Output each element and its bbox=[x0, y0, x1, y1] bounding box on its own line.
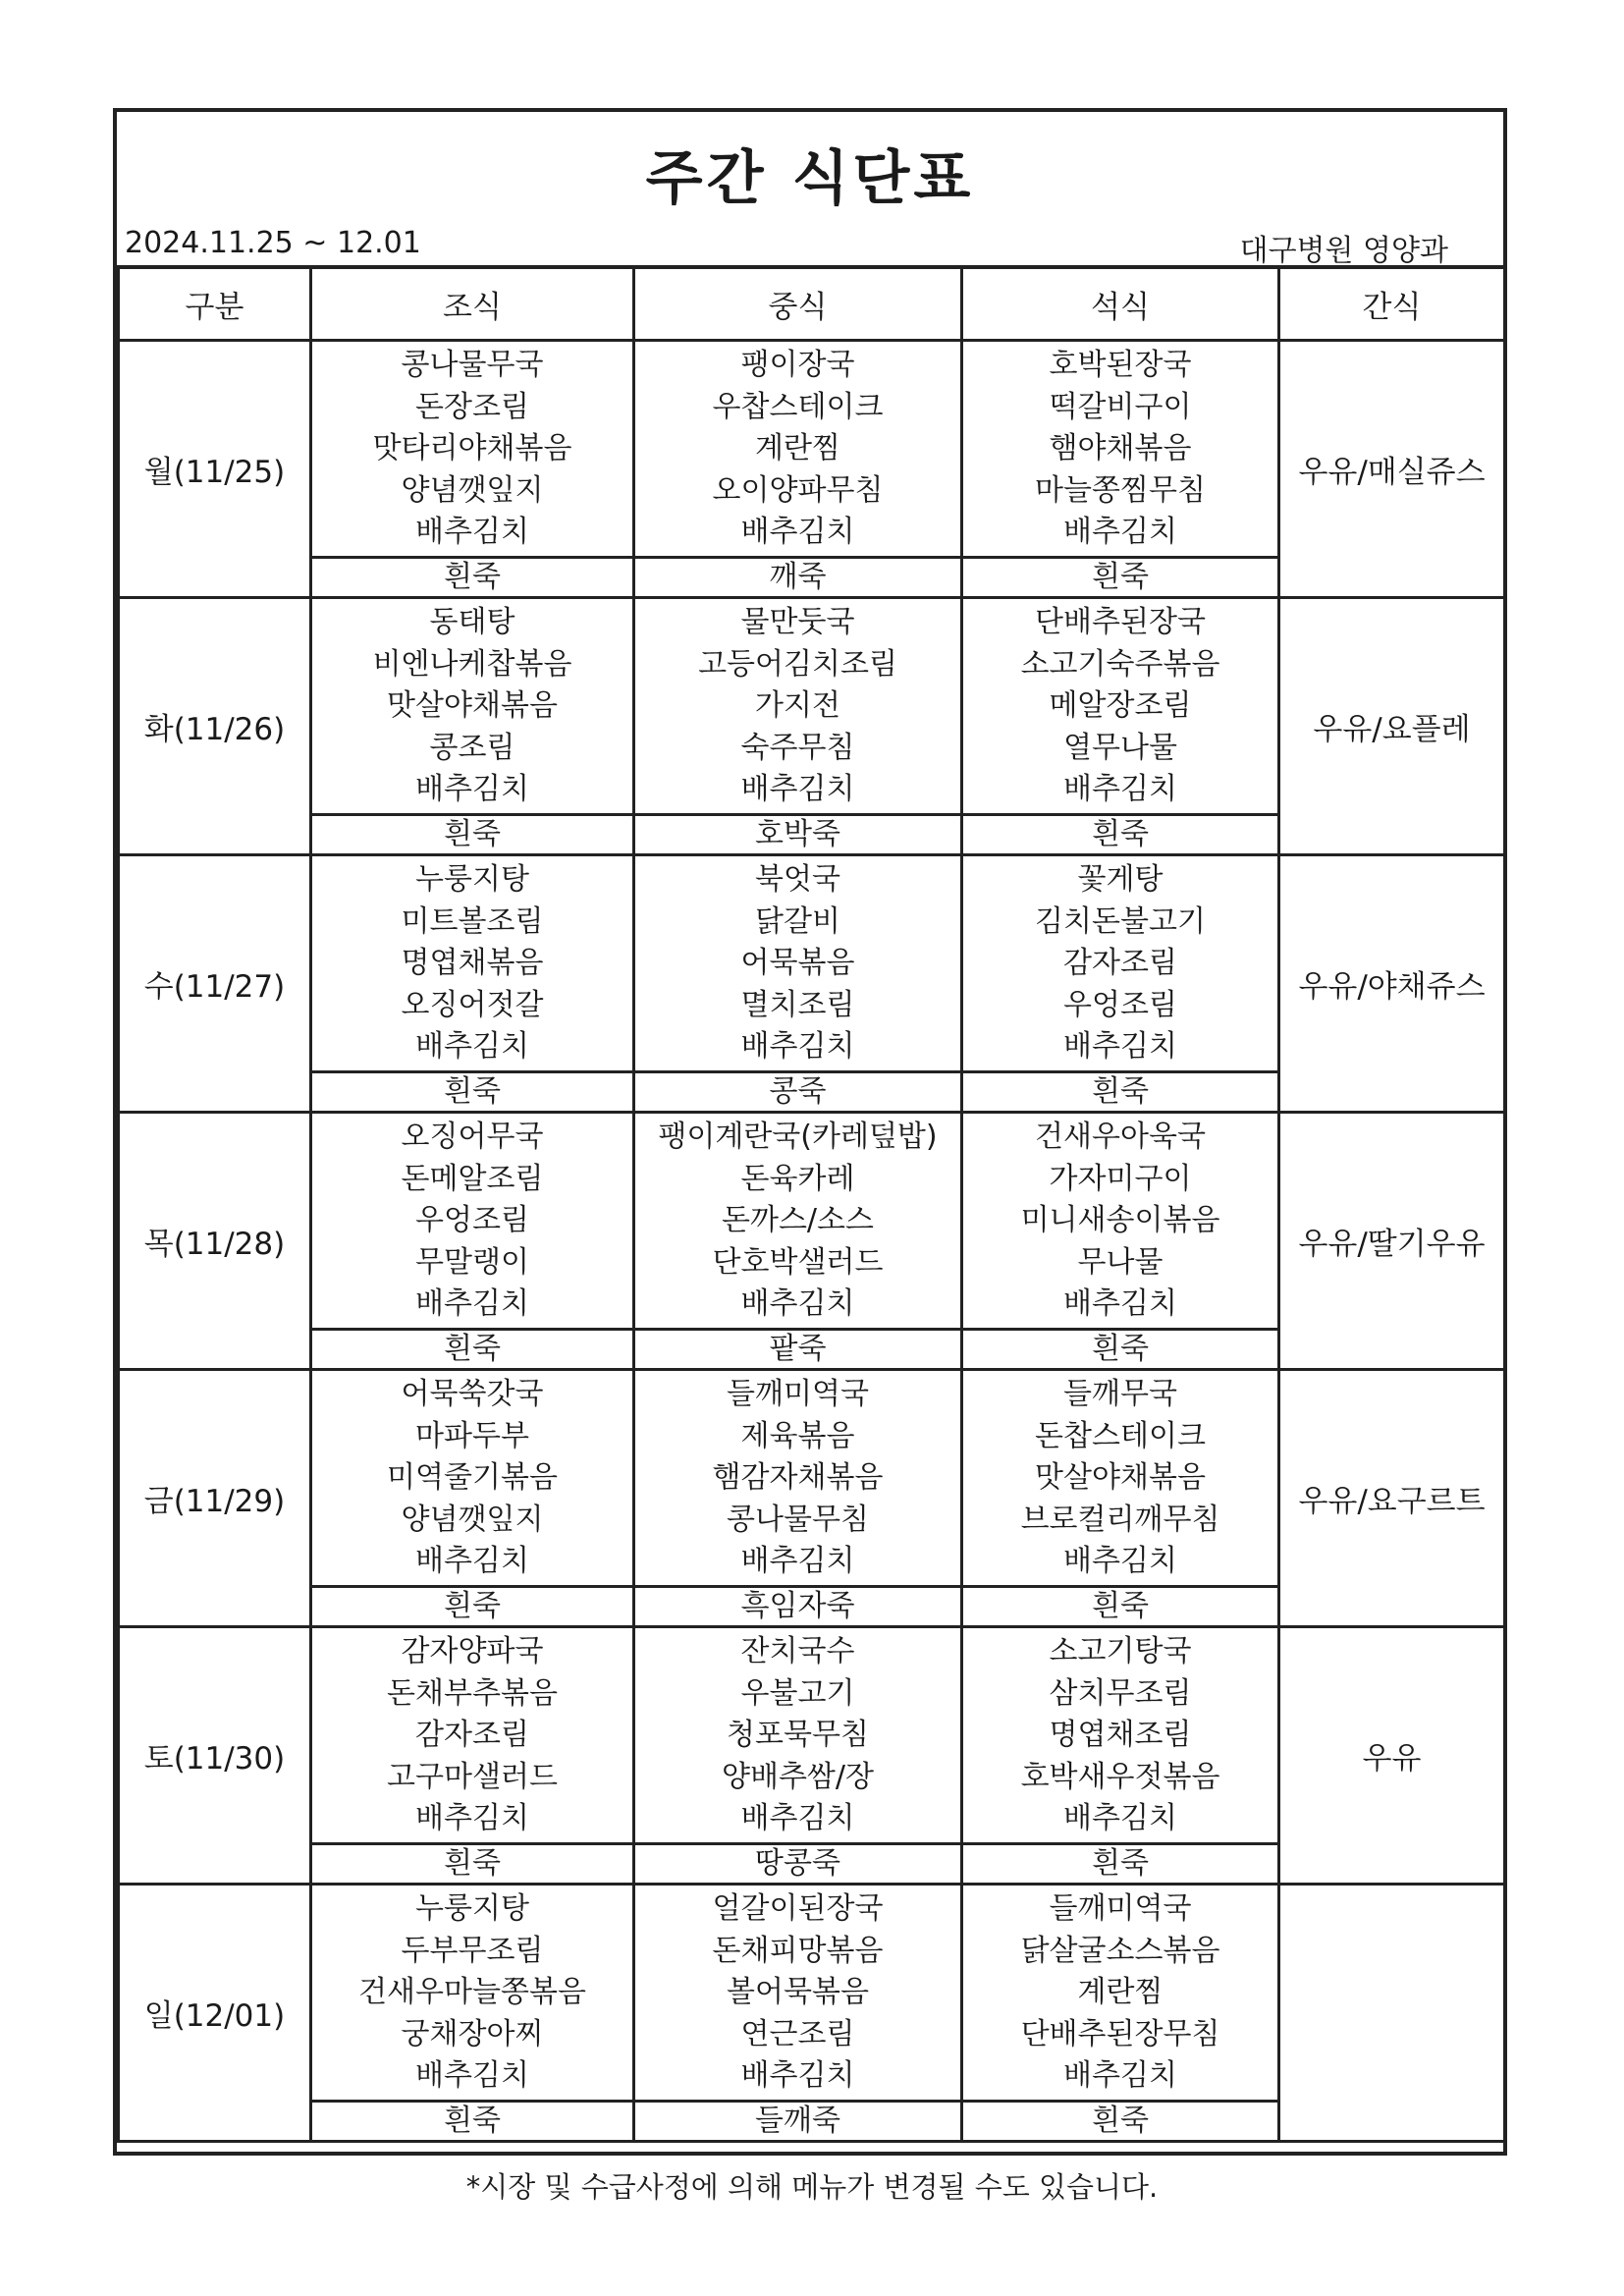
breakfast-porridge-cell: 흰죽 bbox=[311, 1072, 634, 1113]
dish-item: 맛타리야채볶음 bbox=[372, 431, 572, 465]
dish-item: 우엉조림 bbox=[1063, 987, 1177, 1022]
column-header-breakfast: 조식 bbox=[311, 267, 634, 341]
dish-item: 미트볼조림 bbox=[401, 903, 544, 939]
dinner-cell bbox=[962, 598, 1279, 815]
dish-item: 배추김치 bbox=[1063, 2058, 1177, 2093]
dinner-dish-list bbox=[963, 343, 1277, 555]
dish-item: 두부무조림 bbox=[401, 1933, 544, 1968]
dinner-porridge-cell: 흰죽 bbox=[962, 815, 1279, 855]
breakfast-dish-list bbox=[312, 1629, 632, 1841]
dish-item: 잔치국수 bbox=[740, 1634, 855, 1668]
dish-item: 감자조림 bbox=[1063, 946, 1177, 980]
dish-item: 들깨미역국 bbox=[727, 1377, 869, 1411]
lunch-porridge-cell: 흑임자죽 bbox=[634, 1587, 962, 1627]
dish-item: 얼갈이된장국 bbox=[712, 1891, 884, 1926]
dish-item: 햄감자채볶음 bbox=[712, 1460, 884, 1495]
dinner-dish-list bbox=[963, 1372, 1277, 1584]
dish-item: 배추김치 bbox=[1063, 1544, 1177, 1578]
dinner-porridge-cell: 흰죽 bbox=[962, 2102, 1279, 2142]
dish-item: 무말랭이 bbox=[415, 1244, 529, 1280]
day-row bbox=[119, 341, 1505, 558]
snack-cell: 우유/야채쥬스 bbox=[1279, 855, 1505, 1113]
change-notice: *시장 및 수급사정에 의해 메뉴가 변경될 수도 있습니다. bbox=[465, 2170, 1159, 2204]
dish-item: 열무나물 bbox=[1063, 730, 1177, 765]
day-label: 월(11/25) bbox=[119, 341, 311, 598]
dish-item: 콩나물무침 bbox=[727, 1502, 869, 1537]
dish-item: 배추김치 bbox=[415, 515, 529, 549]
dish-item: 감자조림 bbox=[415, 1718, 529, 1752]
lunch-cell bbox=[634, 1885, 962, 2102]
dish-item: 청포묵무침 bbox=[727, 1718, 869, 1752]
dinner-dish-list bbox=[963, 857, 1277, 1069]
dish-item: 양념깻잎지 bbox=[401, 472, 544, 508]
dish-item: 배추김치 bbox=[740, 515, 855, 549]
lunch-porridge-cell: 땅콩죽 bbox=[634, 1844, 962, 1885]
dish-item: 동태탕 bbox=[429, 605, 515, 639]
dish-item: 우찹스테이크 bbox=[712, 389, 884, 424]
dish-item: 멸치조림 bbox=[740, 987, 855, 1022]
day-label: 수(11/27) bbox=[119, 855, 311, 1113]
dish-item: 배추김치 bbox=[1063, 1029, 1177, 1064]
dish-item: 배추김치 bbox=[740, 1801, 855, 1835]
dish-item: 북엇국 bbox=[755, 862, 840, 897]
column-header-dinner: 석식 bbox=[962, 267, 1279, 341]
dish-item: 건새우마늘쫑볶음 bbox=[358, 1975, 586, 2009]
dish-item: 고등어김치조림 bbox=[698, 646, 897, 682]
breakfast-cell bbox=[311, 855, 634, 1072]
dish-item: 배추김치 bbox=[740, 1544, 855, 1578]
dish-item: 무나물 bbox=[1077, 1244, 1164, 1280]
lunch-porridge-cell: 호박죽 bbox=[634, 815, 962, 855]
lunch-dish-list bbox=[635, 1629, 960, 1841]
dish-item: 궁채장아찌 bbox=[401, 2016, 544, 2051]
dish-item: 양배추쌈/장 bbox=[721, 1759, 874, 1794]
breakfast-cell bbox=[311, 1627, 634, 1844]
dish-item: 가지전 bbox=[755, 688, 840, 723]
dish-item: 오징어무국 bbox=[401, 1120, 544, 1154]
lunch-porridge-cell: 깨죽 bbox=[634, 558, 962, 598]
dinner-porridge-cell: 흰죽 bbox=[962, 1587, 1279, 1627]
dinner-cell bbox=[962, 855, 1279, 1072]
page-title: 주간 식단표 bbox=[645, 144, 975, 213]
dish-item: 물만둣국 bbox=[740, 605, 855, 639]
dish-item: 오이양파무침 bbox=[712, 472, 884, 508]
column-header-category: 구분 bbox=[119, 267, 311, 341]
dish-item: 감자양파국 bbox=[401, 1634, 544, 1668]
breakfast-dish-list bbox=[312, 1372, 632, 1584]
dish-item: 브로컬리깨무침 bbox=[1020, 1502, 1220, 1537]
dish-item: 고구마샐러드 bbox=[387, 1759, 558, 1794]
dish-item: 배추김치 bbox=[415, 1544, 529, 1578]
dish-item: 소고기탕국 bbox=[1049, 1634, 1192, 1668]
dinner-porridge-cell: 흰죽 bbox=[962, 558, 1279, 598]
dish-item: 들깨무국 bbox=[1063, 1377, 1177, 1411]
breakfast-porridge-cell: 흰죽 bbox=[311, 558, 634, 598]
title-area bbox=[117, 112, 1503, 269]
day-row bbox=[119, 1627, 1505, 1844]
dish-item: 배추김치 bbox=[415, 1029, 529, 1064]
breakfast-cell bbox=[311, 341, 634, 558]
dinner-dish-list bbox=[963, 1886, 1277, 2099]
day-row bbox=[119, 1370, 1505, 1587]
dinner-porridge-cell: 흰죽 bbox=[962, 1330, 1279, 1370]
dish-item: 삼치무조림 bbox=[1049, 1675, 1192, 1711]
weekly-menu-table bbox=[117, 265, 1506, 2143]
breakfast-porridge-cell: 흰죽 bbox=[311, 2102, 634, 2142]
dish-item: 숙주무침 bbox=[740, 730, 855, 765]
breakfast-dish-list bbox=[312, 857, 632, 1069]
dish-item: 배추김치 bbox=[1063, 772, 1177, 806]
dinner-cell bbox=[962, 1885, 1279, 2102]
dish-item: 맛살야채볶음 bbox=[387, 688, 558, 723]
dish-item: 배추김치 bbox=[740, 772, 855, 806]
day-row bbox=[119, 1113, 1505, 1330]
breakfast-dish-list bbox=[312, 1886, 632, 2099]
dish-item: 돈채피망볶음 bbox=[712, 1933, 884, 1968]
dish-item: 오징어젓갈 bbox=[401, 987, 544, 1022]
column-header-snack: 간식 bbox=[1279, 267, 1505, 341]
snack-cell bbox=[1279, 1885, 1505, 2142]
snack-cell: 우유/딸기우유 bbox=[1279, 1113, 1505, 1370]
lunch-dish-list bbox=[635, 1372, 960, 1584]
breakfast-cell bbox=[311, 598, 634, 815]
dish-item: 우엉조림 bbox=[415, 1203, 529, 1237]
department-name: 대구병원 영양과 bbox=[1239, 234, 1448, 268]
dinner-cell bbox=[962, 1370, 1279, 1587]
dish-item: 배추김치 bbox=[415, 1801, 529, 1835]
dish-item: 메알장조림 bbox=[1049, 688, 1192, 723]
day-label: 금(11/29) bbox=[119, 1370, 311, 1627]
dish-item: 돈채부추볶음 bbox=[387, 1675, 558, 1711]
dish-item: 호박새우젓볶음 bbox=[1020, 1759, 1220, 1794]
dish-item: 돈찹스테이크 bbox=[1035, 1418, 1206, 1453]
lunch-dish-list bbox=[635, 857, 960, 1069]
menu-body bbox=[119, 341, 1505, 2142]
snack-cell: 우유/매실쥬스 bbox=[1279, 341, 1505, 598]
dish-item: 가자미구이 bbox=[1049, 1161, 1192, 1196]
dish-item: 김치돈불고기 bbox=[1035, 903, 1206, 939]
dish-item: 배추김치 bbox=[1063, 1801, 1177, 1835]
dish-item: 꽃게탕 bbox=[1077, 862, 1164, 897]
lunch-cell bbox=[634, 855, 962, 1072]
breakfast-porridge-cell: 흰죽 bbox=[311, 1587, 634, 1627]
dish-item: 배추김치 bbox=[1063, 515, 1177, 549]
day-label: 일(12/01) bbox=[119, 1885, 311, 2142]
breakfast-cell bbox=[311, 1113, 634, 1330]
lunch-cell bbox=[634, 598, 962, 815]
dish-item: 햄야채볶음 bbox=[1049, 431, 1192, 465]
dish-item: 마파두부 bbox=[415, 1418, 529, 1453]
dish-item: 닭갈비 bbox=[755, 903, 840, 939]
lunch-porridge-cell: 콩죽 bbox=[634, 1072, 962, 1113]
dish-item: 단호박샐러드 bbox=[712, 1244, 884, 1280]
snack-cell: 우유 bbox=[1279, 1627, 1505, 1885]
dinner-cell bbox=[962, 341, 1279, 558]
dish-item: 제육볶음 bbox=[740, 1418, 855, 1453]
dish-item: 계란찜 bbox=[1077, 1975, 1164, 2009]
header-row bbox=[119, 267, 1505, 341]
dish-item: 닭살굴소스볶음 bbox=[1020, 1933, 1220, 1968]
snack-cell: 우유/요구르트 bbox=[1279, 1370, 1505, 1627]
dish-item: 배추김치 bbox=[740, 1029, 855, 1064]
dish-item: 비엔나케찹볶음 bbox=[372, 646, 572, 682]
dish-item: 호박된장국 bbox=[1049, 348, 1192, 382]
dish-item: 볼어묵볶음 bbox=[727, 1975, 869, 2009]
dish-item: 소고기숙주볶음 bbox=[1020, 646, 1220, 682]
dish-item: 누룽지탕 bbox=[415, 1891, 529, 1926]
dish-item: 단배추된장국 bbox=[1035, 605, 1206, 639]
dish-item: 마늘쫑찜무침 bbox=[1035, 472, 1206, 508]
dish-item: 팽이계란국(카레덮밥) bbox=[658, 1120, 938, 1154]
menu-sheet bbox=[113, 108, 1507, 2156]
dish-item: 돈육카레 bbox=[740, 1161, 855, 1196]
lunch-porridge-cell: 들깨죽 bbox=[634, 2102, 962, 2142]
dinner-dish-list bbox=[963, 1629, 1277, 1841]
day-label: 토(11/30) bbox=[119, 1627, 311, 1885]
dish-item: 우불고기 bbox=[740, 1675, 855, 1711]
lunch-cell bbox=[634, 1370, 962, 1587]
dish-item: 단배추된장무침 bbox=[1020, 2016, 1220, 2051]
dish-item: 배추김치 bbox=[415, 2058, 529, 2093]
dish-item: 들깨미역국 bbox=[1049, 1891, 1192, 1926]
dinner-porridge-cell: 흰죽 bbox=[962, 1072, 1279, 1113]
dish-item: 돈까스/소스 bbox=[721, 1203, 874, 1237]
dish-item: 미니새송이볶음 bbox=[1020, 1203, 1220, 1237]
dish-item: 배추김치 bbox=[415, 1286, 529, 1321]
lunch-cell bbox=[634, 1113, 962, 1330]
dish-item: 팽이장국 bbox=[740, 348, 855, 382]
dinner-dish-list bbox=[963, 600, 1277, 812]
dish-item: 미역줄기볶음 bbox=[387, 1460, 558, 1495]
dish-item: 배추김치 bbox=[740, 2058, 855, 2093]
dinner-dish-list bbox=[963, 1115, 1277, 1327]
day-label: 화(11/26) bbox=[119, 598, 311, 855]
day-row bbox=[119, 598, 1505, 815]
breakfast-porridge-cell: 흰죽 bbox=[311, 1330, 634, 1370]
dish-item: 연근조림 bbox=[740, 2016, 855, 2051]
breakfast-dish-list bbox=[312, 343, 632, 555]
dish-item: 배추김치 bbox=[415, 772, 529, 806]
dish-item: 어묵쑥갓국 bbox=[401, 1377, 544, 1411]
lunch-cell bbox=[634, 1627, 962, 1844]
dish-item: 콩나물무국 bbox=[401, 348, 544, 382]
breakfast-cell bbox=[311, 1370, 634, 1587]
date-range: 2024.11.25 ~ 12.01 bbox=[125, 226, 421, 260]
dish-item: 건새우아욱국 bbox=[1035, 1120, 1206, 1154]
dish-item: 떡갈비구이 bbox=[1049, 389, 1192, 424]
dinner-porridge-cell: 흰죽 bbox=[962, 1844, 1279, 1885]
lunch-dish-list bbox=[635, 1886, 960, 2099]
lunch-dish-list bbox=[635, 600, 960, 812]
day-label: 목(11/28) bbox=[119, 1113, 311, 1370]
dish-item: 양념깻잎지 bbox=[401, 1502, 544, 1537]
dinner-cell bbox=[962, 1113, 1279, 1330]
lunch-cell bbox=[634, 341, 962, 558]
column-header-lunch: 중식 bbox=[634, 267, 962, 341]
dish-item: 명엽채볶음 bbox=[401, 946, 544, 980]
dish-item: 배추김치 bbox=[740, 1286, 855, 1321]
dish-item: 계란찜 bbox=[755, 431, 840, 465]
lunch-dish-list bbox=[635, 1115, 960, 1327]
dish-item: 돈장조림 bbox=[415, 389, 529, 424]
breakfast-dish-list bbox=[312, 600, 632, 812]
dish-item: 명엽채조림 bbox=[1049, 1718, 1192, 1752]
dish-item: 누룽지탕 bbox=[415, 862, 529, 897]
day-row bbox=[119, 1885, 1505, 2102]
snack-cell: 우유/요플레 bbox=[1279, 598, 1505, 855]
dish-item: 배추김치 bbox=[1063, 1286, 1177, 1321]
day-row bbox=[119, 855, 1505, 1072]
lunch-porridge-cell: 팥죽 bbox=[634, 1330, 962, 1370]
dish-item: 어묵볶음 bbox=[740, 946, 855, 980]
breakfast-porridge-cell: 흰죽 bbox=[311, 815, 634, 855]
lunch-dish-list bbox=[635, 343, 960, 555]
dish-item: 맛살야채볶음 bbox=[1035, 1460, 1206, 1495]
dish-item: 콩조림 bbox=[429, 730, 515, 765]
breakfast-cell bbox=[311, 1885, 634, 2102]
dinner-cell bbox=[962, 1627, 1279, 1844]
breakfast-dish-list bbox=[312, 1115, 632, 1327]
breakfast-porridge-cell: 흰죽 bbox=[311, 1844, 634, 1885]
dish-item: 돈메알조림 bbox=[401, 1161, 544, 1196]
